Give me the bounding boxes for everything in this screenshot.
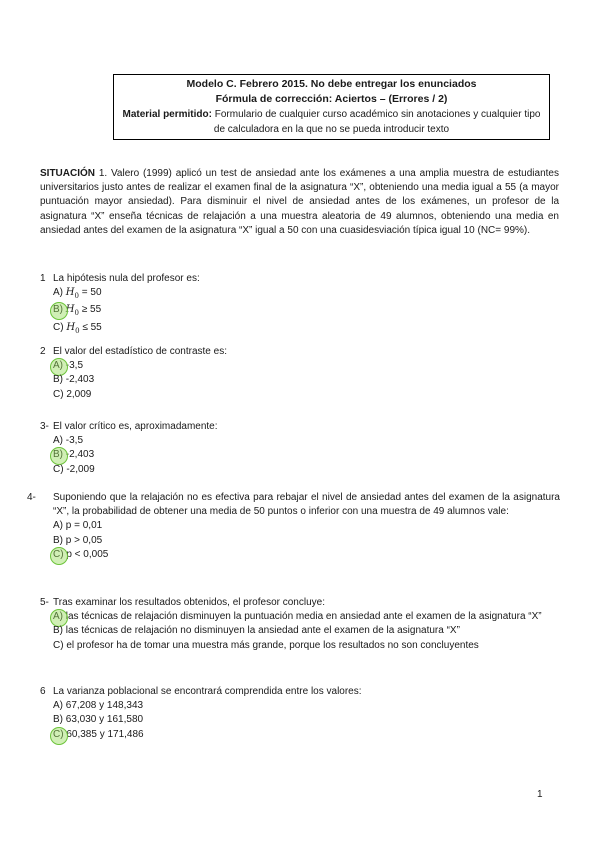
math-symbol: H [65,287,75,299]
question-stem [40,420,560,434]
question-number: 5- [40,597,49,608]
question-number: 4- [27,492,36,503]
math-subscript: 0 [74,309,79,318]
math-subscript: 0 [75,326,80,335]
question-text: La hipótesis nula del profesor es: [53,273,200,284]
math-relation: ≥ 55 [78,304,102,316]
option-a[interactable] [53,286,560,303]
question-text: El valor del estadístico de contraste es: [53,346,227,357]
math-relation: ≤ 55 [79,321,102,333]
question-number: 3- [40,421,49,432]
option-b[interactable]: B) -2,403 [53,374,95,386]
math-symbol: H [66,321,76,333]
situation-text: 1. Valero (1999) aplicó un test de ansiedad ante los exámenes a una amplia muestra de estudiantes universitarios justo antes de realizar el examen final de la asignatura “X”, obteniendo una media igual a 55 (a mayor puntuación mayor ansiedad). Para disminuir el nivel de ansiedad antes de los exámenes, un profesor de la asignatura “X” enseña técnicas de relajación a una muestra aleatoria de 49 alumnos, obteniendo una media en ansiedad antes del examen de la asignatura “X” igual a 50 con una cuasidesviación típica igual 10 (NC= 99%). [40,168,559,236]
correction-formula: Fórmula de corrección: Aciertos – (Errores / 2) [215,93,448,105]
page-number: 1 [537,789,543,800]
question-3 [40,420,560,477]
option-list [53,286,560,338]
option-list [53,359,560,402]
question-6 [40,685,560,742]
question-number: 2 [40,346,46,357]
math-relation: = 50 [78,287,102,299]
situation-label: SITUACIÓN [40,168,95,179]
question-text: Tras examinar los resultados obtenidos, el profesor concluye: [53,597,325,608]
question-stem [40,596,560,610]
question-text: La varianza poblacional se encontrará comprendida entre los valores: [53,686,362,697]
question-number: 6 [40,686,46,697]
question-stem [40,345,560,359]
option-a[interactable]: A) 67,208 y 148,343 [53,700,144,712]
question-text: El valor crítico es, aproximadamente: [53,421,218,432]
math-symbol: H [65,304,75,316]
option-c-correct[interactable]: C) 60,385 y 171,486 [53,728,560,742]
exam-title: Modelo C. Febrero 2015. No debe entregar los enunciados [186,78,477,90]
option-b-correct[interactable] [53,303,560,320]
option-list [53,699,560,742]
option-c-correct[interactable]: C) p < 0,005 [53,548,560,562]
option-b[interactable]: B) las técnicas de relajación no disminuyen la ansiedad ante el examen de la asignatura “X” [53,625,460,637]
allowed-material-label: Material permitido: [122,109,212,120]
option-b[interactable]: B) 63,030 y 161,580 [53,714,144,726]
option-list [53,610,560,653]
option-c[interactable]: C) -2,009 [53,463,95,475]
option-a-correct[interactable]: A) las técnicas de relajación disminuyen la puntuación media en ansiedad ante el examen de la asignatura “X” [53,610,560,624]
question-5 [40,596,560,653]
option-a[interactable]: A) p = 0,01 [53,520,103,532]
option-a[interactable]: A) -3,5 [53,435,84,447]
option-list [53,434,560,477]
question-1 [40,272,560,338]
question-stem [40,272,560,286]
option-letter: C) [53,321,64,333]
option-a-correct[interactable]: A) -3,5 [53,359,560,373]
allowed-material-text: Formulario de cualquier curso académico sin anotaciones y cualquier tipo de calculadora en la que no se pueda introducir texto [211,109,541,135]
option-list [53,519,560,562]
question-2 [40,345,560,402]
question-stem [27,491,560,519]
option-c[interactable]: C) 2,009 [53,388,92,400]
option-c[interactable] [53,321,560,338]
allowed-material [114,107,549,137]
question-stem [40,685,560,699]
math-subscript: 0 [74,292,79,301]
question-4 [27,491,560,562]
option-letter: B) [53,304,63,316]
option-c[interactable]: C) el profesor ha de tomar una muestra más grande, porque los resultados no son concluyentes [53,639,479,651]
exam-header-box [113,74,550,140]
option-letter: A) [53,287,63,299]
option-b-correct[interactable]: B) -2,403 [53,448,560,462]
question-text: Suponiendo que la relajación no es efectiva para rebajar el nivel de ansiedad antes del examen de la asignatura “X”, la probabilidad de obtener una media de 50 puntos o inferior con una muestra de 49 alumnos vale: [53,492,560,518]
question-number: 1 [40,273,46,284]
option-b[interactable]: B) p > 0,05 [53,534,103,546]
situation-paragraph [40,167,559,238]
